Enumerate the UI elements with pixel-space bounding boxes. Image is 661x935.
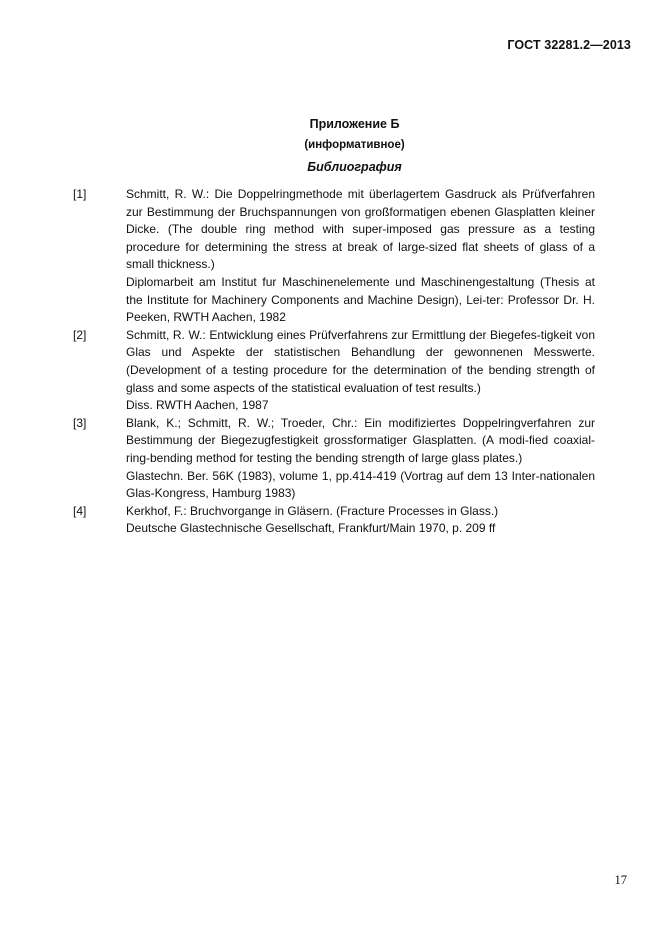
reference-item [73,327,595,415]
reference-item [73,415,595,503]
reference-source: Diss. RWTH Aachen, 1987 [126,398,269,413]
bibliography-list [73,186,595,538]
appendix-title: Приложение Б [309,117,400,131]
reference-source: Deutsche Glastechnische Gesellschaft, Frankfurt/Main 1970, p. 209 ff [126,521,496,536]
reference-number: [2] [73,327,87,342]
reference-text: Schmitt, R. W.: Die Doppelringmethode mit überlagertem Gasdruck als Prüfverfahren zur Bestimmung der Bruchspannungen von großformatigen ebenen Glasplatten kleiner Dicke. (The double ring method with super-imposed gas pressure as a testing procedure for determining the stress at break of large-sized flat sheets of glass of a small thickness.) [126,187,595,272]
reference-source: Glastechn. Ber. 56K (1983), volume 1, pp.414-419 (Vortrag auf dem 13 Inter-nationalen Glas-Kongress, Hamburg 1983) [126,468,595,501]
reference-text: Blank, K.; Schmitt, R. W.; Troeder, Chr.: Ein modifiziertes Doppelringverfahren zur Bestimmung der Biegezugfestigkeit grossformatiger Glasplatten. (A modi-fied coaxial-ring-bending method for testing the bending strength of large glass plates.) [126,415,595,465]
reference-number: [3] [73,415,87,430]
reference-body [126,503,595,538]
bibliography-heading: Библиография [307,160,402,174]
reference-item [73,503,595,538]
reference-body [126,186,595,327]
reference-text: Kerkhof, F.: Bruchvorgange in Gläsern. (Fracture Processes in Glass.) [126,503,499,518]
appendix-kind: (информативное) [304,139,405,151]
reference-number: [1] [73,187,87,201]
reference-body [126,327,595,415]
reference-source: Diplomarbeit am Institut fur Maschinenelemente und Maschinengestaltung (Thesis at the Institute for Machinery Components and Machine Design), Lei-ter: Professor Dr. H. Peeken, RWTH Aachen, 1982 [126,274,595,325]
reference-item [73,186,595,327]
page-number: 17 [614,873,627,887]
standard-code: ГОСТ 32281.2—2013 [507,38,631,52]
reference-text: Schmitt, R. W.: Entwicklung eines Prüfverfahrens zur Ermittlung der Biegefes-tigkeit von Glas und Aspekte der statistischen Behandlung der gewonnenen Messwerte. (Development of a testing procedure for the determination of the bending strength of glass and some aspects of the statistical evaluation of test results.) [126,327,595,395]
reference-body [126,415,595,503]
reference-number: [4] [73,503,87,518]
